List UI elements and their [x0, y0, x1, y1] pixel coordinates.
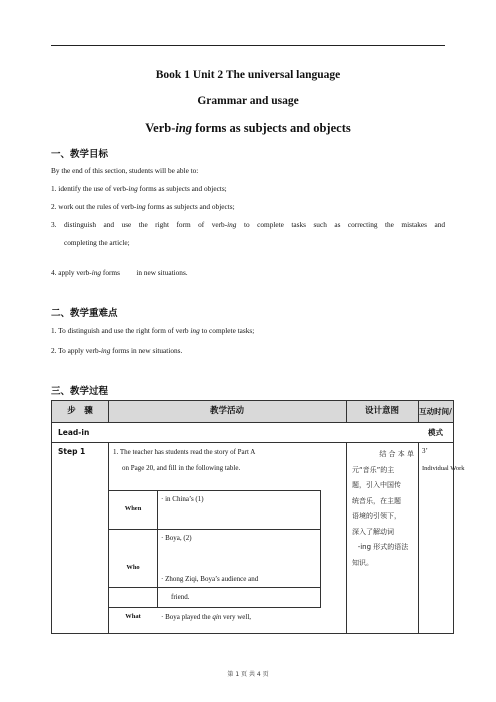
key-point-2: 2. To apply verb-ing forms in new situations.: [51, 346, 183, 355]
process-heading: 三、教学过程: [51, 386, 109, 397]
activity-line-1: 1. The teacher has students read the story of Part A: [113, 448, 256, 456]
what-value: · Boya played the qin very well,: [161, 613, 252, 621]
design-intent: 结 合 本 单 元“音乐”的主 题，引入中国传 统音乐，在主题 语境的引领下， 深入了解动词 -ing 形式的语法 知识。: [352, 450, 414, 567]
key-point-1: 1. To distinguish and use the right form of verb ing to complete tasks;: [51, 326, 255, 335]
objective-3-cont: completing the article;: [64, 238, 130, 247]
key-points-heading: 二、教学重难点: [51, 308, 118, 319]
lesson-title: Book 1 Unit 2 The universal language: [155, 69, 341, 81]
lesson-subtitle: Grammar and usage: [197, 95, 299, 107]
time-value: 3’: [422, 447, 428, 455]
mode-value: Individual Work: [422, 465, 465, 472]
objectives-heading: 一、教学目标: [51, 149, 109, 160]
header-intent: 设计意图: [346, 401, 418, 422]
story-table: [108, 490, 321, 621]
who-value-2: · Zhong Ziqi, Boya’s audience and: [161, 575, 259, 583]
lesson-topic: Verb-ing forms as subjects and objects: [145, 121, 351, 135]
objective-3: 3. distinguish and use the right form of verb-ing to complete tasks such as correcting the mistakes and: [51, 220, 445, 229]
when-label: When: [124, 505, 142, 512]
who-value-1: · Boya, (2): [161, 534, 192, 542]
who-label: Who: [126, 564, 140, 571]
objective-4: 4. apply verb-ing forms in new situations.: [51, 268, 188, 277]
objective-1: 1. identify the use of verb-ing forms as subjects and objects;: [51, 184, 227, 193]
activity-line-2: on Page 20, and fill in the following table.: [122, 464, 241, 472]
header-step: 步 骤: [52, 401, 108, 422]
header-activity: 教学活动: [108, 401, 346, 422]
header-time-mode: 互动时间/模式: [418, 401, 453, 422]
process-table: [51, 400, 465, 634]
what-label: What: [125, 613, 141, 620]
objective-2: 2. work out the rules of verb-ing forms as subjects and objects;: [51, 202, 235, 211]
who-value-2-cont: friend.: [171, 593, 190, 601]
when-value: · in China’s (1): [161, 495, 204, 503]
page-footer: 第 1 页 共 4 页: [227, 671, 269, 678]
objectives-intro: By the end of this section, students will be able to:: [51, 166, 199, 175]
step-label: Step 1: [58, 447, 86, 456]
header-rule: [51, 45, 445, 46]
leadin-label: Lead-in: [58, 428, 90, 437]
